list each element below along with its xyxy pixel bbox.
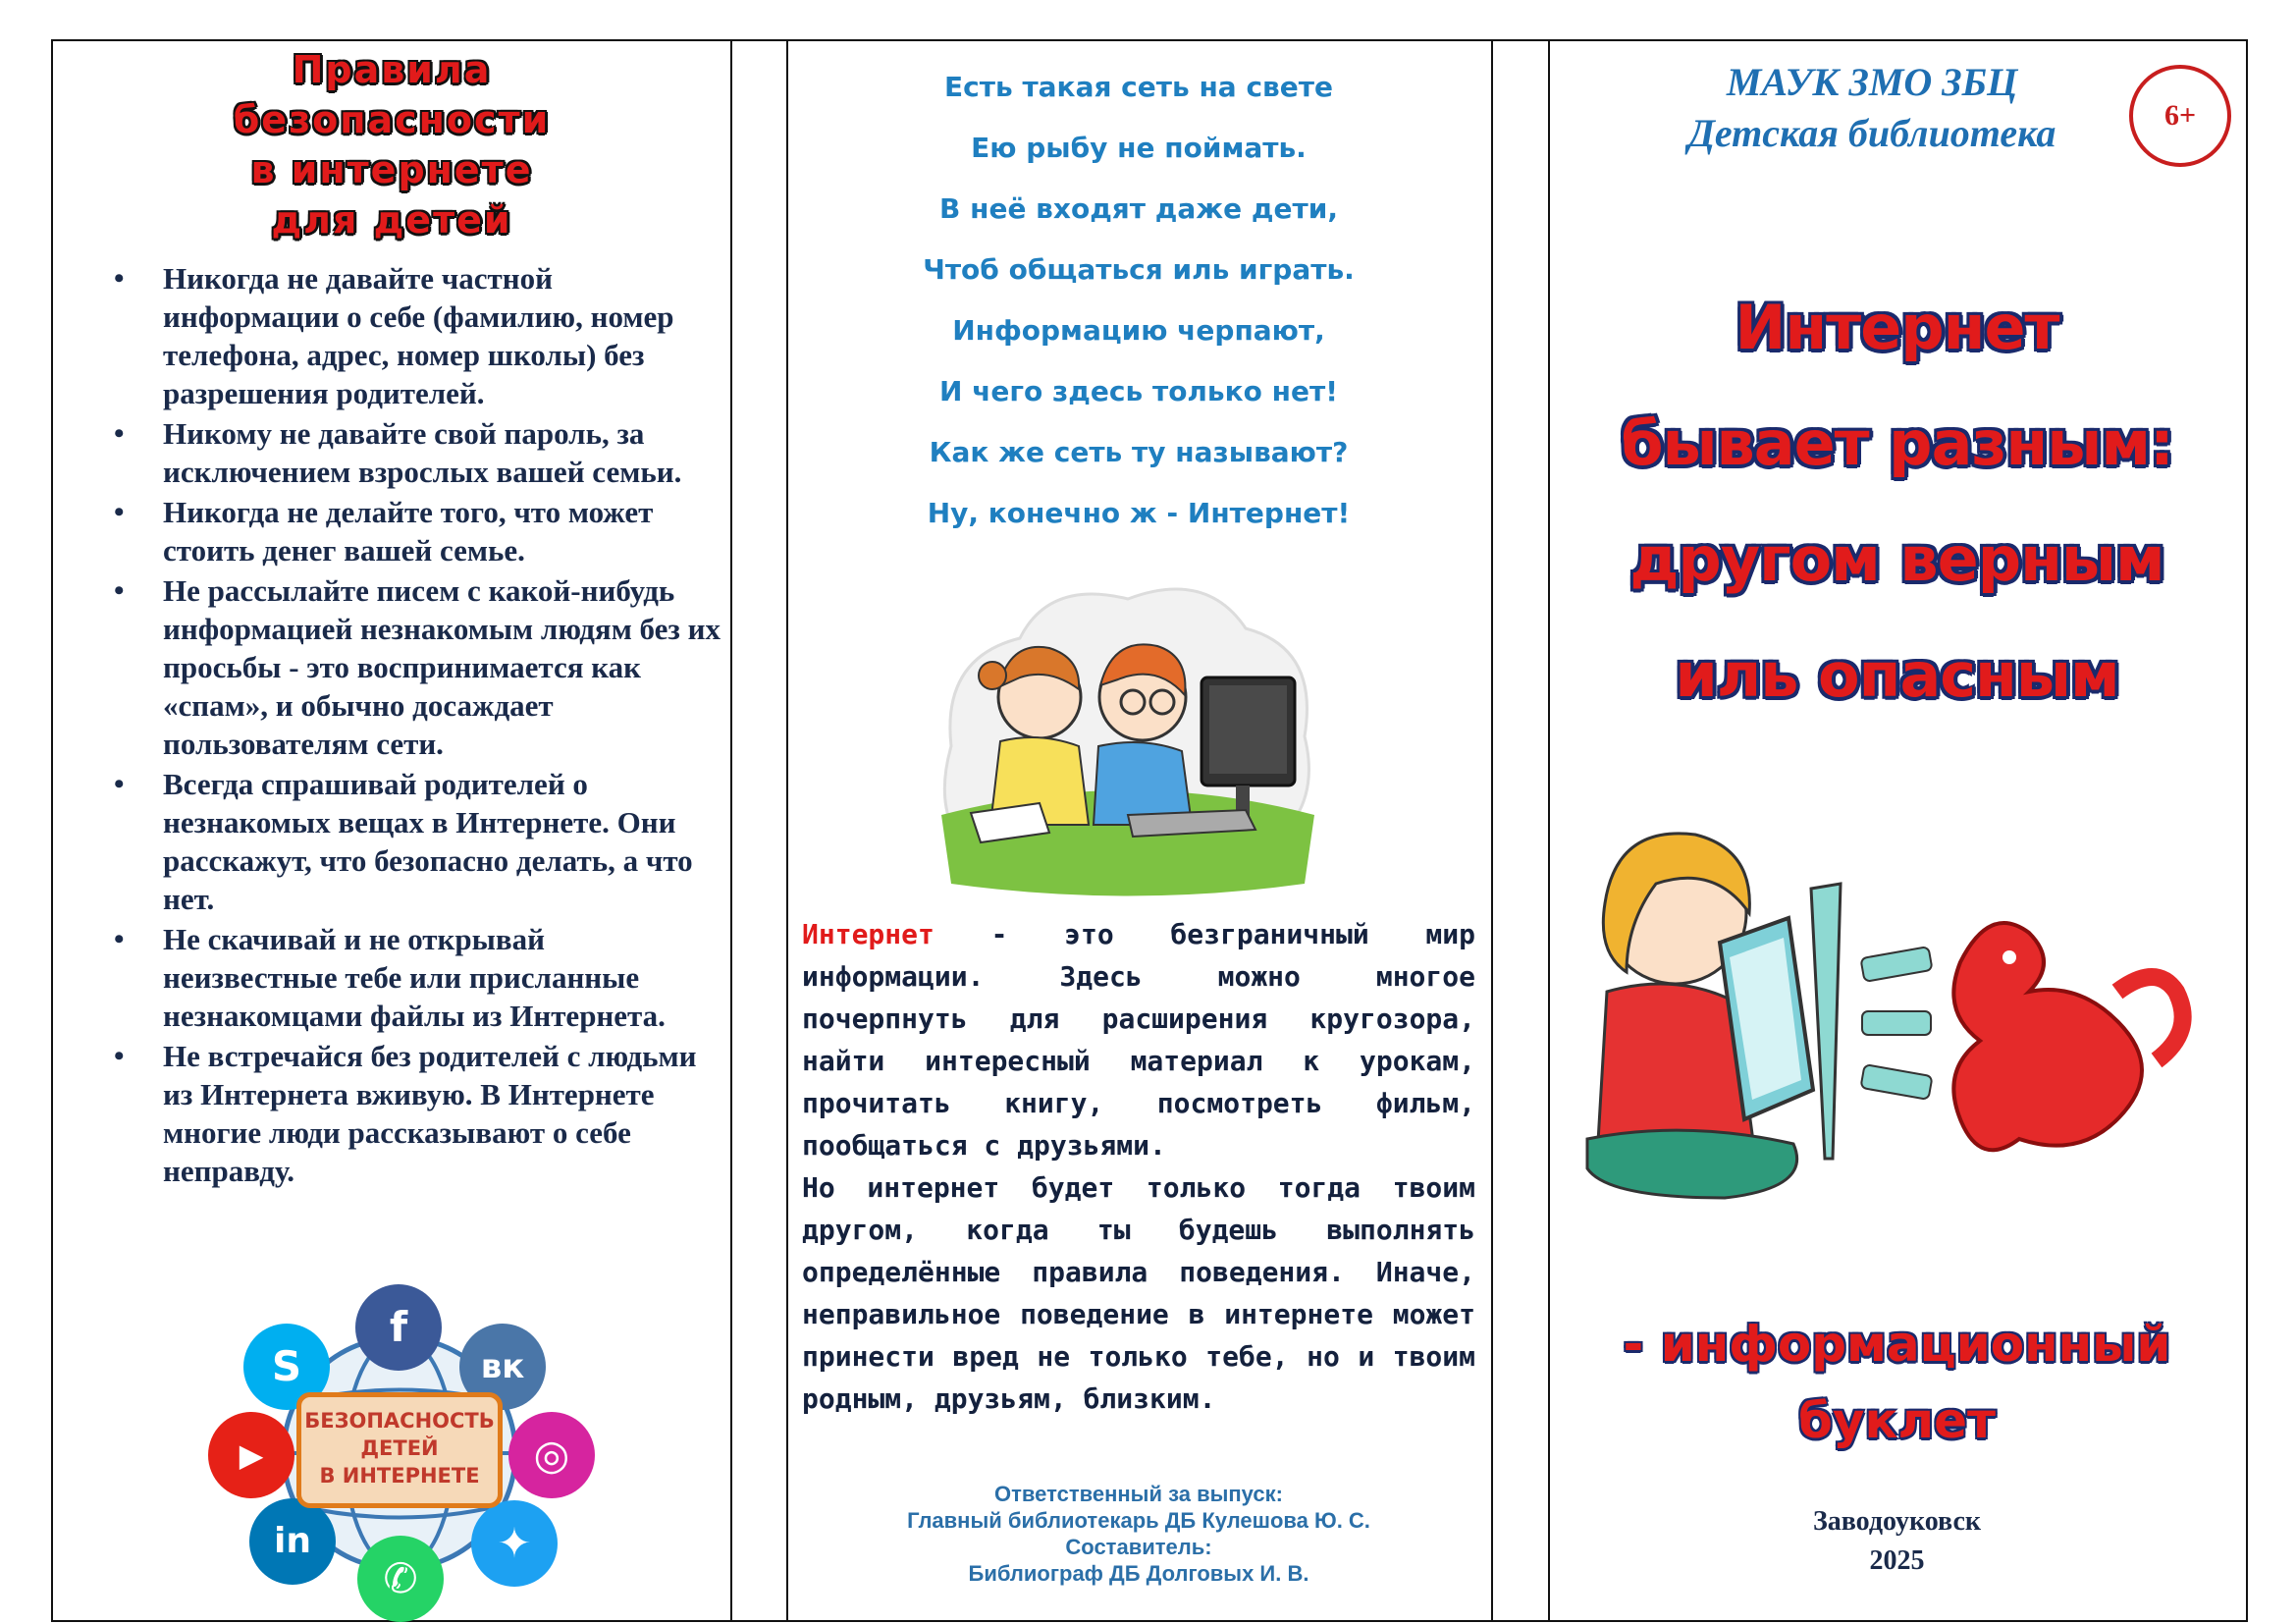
skype-icon: S	[243, 1324, 330, 1410]
poem-line: В неё входят даже дети,	[939, 192, 1338, 225]
city: Заводоуковск	[1812, 1506, 1982, 1537]
panel-cover	[1548, 39, 2246, 1622]
rule-item: • Не встречайся без родителей с людьми из Интернета вживую. В Интернете многие люди рассказывают о себе неправду.	[108, 1037, 726, 1190]
credits-line: Составитель:	[1065, 1535, 1212, 1559]
warning-paragraph: Но интернет будет только тогда твоим другом, когда ты будешь выполнять определённые правила поведения. Иначе, неправильное поведение в интернете может принести вред не только тебе, но и твоим родным, друзьям, близким.	[802, 1171, 1475, 1415]
intro-keyword: Интернет	[802, 918, 934, 950]
credits-line: Библиограф ДБ Долговых И. В.	[968, 1561, 1309, 1586]
badge-line: БЕЗОПАСНОСТЬ	[304, 1409, 495, 1433]
poem-line: Есть такая сеть на свете	[944, 71, 1333, 103]
poem-line: Информацию черпают,	[952, 314, 1325, 347]
twitter-icon: ✦	[471, 1500, 558, 1587]
intro-paragraph: - это безграничный мир информации. Здесь можно многое почерпнуть для расширения кругозора, найти интересный материал к урокам, прочитать книгу, посмотреть фильм, пообщаться с друзьями.	[802, 918, 1475, 1162]
whatsapp-icon: ✆	[357, 1536, 444, 1622]
fold-line-1	[730, 39, 732, 1622]
rule-item: • Не рассылайте писем с какой-нибудь информацией незнакомым людям без их просьбы - это воспринимается как «спам», и обычно досаждает пользователям сети.	[108, 571, 726, 763]
instagram-icon: ◎	[508, 1412, 595, 1498]
children-at-computer-illustration	[932, 569, 1324, 903]
rule-item: • Никому не давайте свой пароль, за исключением взрослых вашей семьи.	[108, 414, 726, 491]
rule-item: • Не скачивай и не открывай неизвестные тебе или присланные незнакомцами файлы из Интернета.	[108, 920, 726, 1035]
subtitle-line: - информационный	[1623, 1316, 2171, 1373]
rules-list	[108, 259, 726, 1192]
rule-item: • Всегда спрашивай родителей о незнакомых вещах в Интернете. Они расскажут, что безопасно делать, а что нет.	[108, 765, 726, 918]
library-name: Детская библиотека	[1687, 111, 2056, 155]
fold-line-3	[1491, 39, 1493, 1622]
cover-title-line: иль опасным	[1675, 639, 2119, 711]
youtube-icon: ▶	[208, 1412, 294, 1498]
rule-item: • Никогда не делайте того, что может стоить денег вашей семье.	[108, 493, 726, 569]
badge-line: В ИНТЕРНЕТЕ	[319, 1464, 480, 1488]
poem-line: И чего здесь только нет!	[939, 375, 1338, 407]
rules-title-line: в интернете	[250, 148, 533, 191]
publication-place	[1548, 1502, 2246, 1581]
poem-line: Как же сеть ту называют?	[929, 436, 1349, 468]
linkedin-icon: in	[249, 1498, 336, 1585]
booklet-subtitle	[1548, 1306, 2246, 1459]
subtitle-line: буклет	[1798, 1392, 1996, 1449]
cover-title-line: другом верным	[1629, 523, 2164, 595]
cover-title	[1548, 270, 2246, 733]
organization-name: МАУК ЗМО ЗБЦ	[1726, 60, 2018, 104]
rules-title	[53, 45, 730, 245]
social-safety-graphic	[179, 1284, 620, 1623]
credits	[786, 1481, 1491, 1587]
poem-line: Чтоб общаться иль играть.	[923, 253, 1355, 286]
child-and-dragon-illustration	[1568, 795, 2235, 1208]
poem-line: Ею рыбу не поймать.	[971, 132, 1307, 164]
age-rating-badge: 6+	[2129, 65, 2231, 167]
safety-badge	[296, 1392, 503, 1508]
credits-line: Главный библиотекарь ДБ Кулешова Ю. С.	[907, 1508, 1370, 1533]
rules-title-line: Правила	[292, 48, 492, 91]
rule-item: • Никогда не давайте частной информации о себе (фамилию, номер телефона, адрес, номер школы) без разрешения родителей.	[108, 259, 726, 412]
cover-title-line: бывает разным:	[1621, 407, 2173, 479]
vk-icon: вк	[459, 1324, 546, 1410]
organization	[1597, 57, 2147, 159]
badge-line: ДЕТЕЙ	[360, 1436, 439, 1460]
poem	[786, 57, 1491, 544]
panel-rules	[53, 39, 730, 1622]
panel-poem	[786, 39, 1491, 1622]
facebook-icon: f	[355, 1284, 442, 1371]
rules-title-line: безопасности	[233, 98, 551, 141]
poem-line: Ну, конечно ж - Интернет!	[927, 497, 1351, 529]
intro-text	[802, 913, 1475, 1420]
year: 2025	[1869, 1545, 1925, 1576]
cover-title-line: Интернет	[1735, 292, 2059, 363]
credits-line: Ответственный за выпуск:	[994, 1482, 1283, 1506]
rules-title-line: для детей	[271, 198, 512, 242]
